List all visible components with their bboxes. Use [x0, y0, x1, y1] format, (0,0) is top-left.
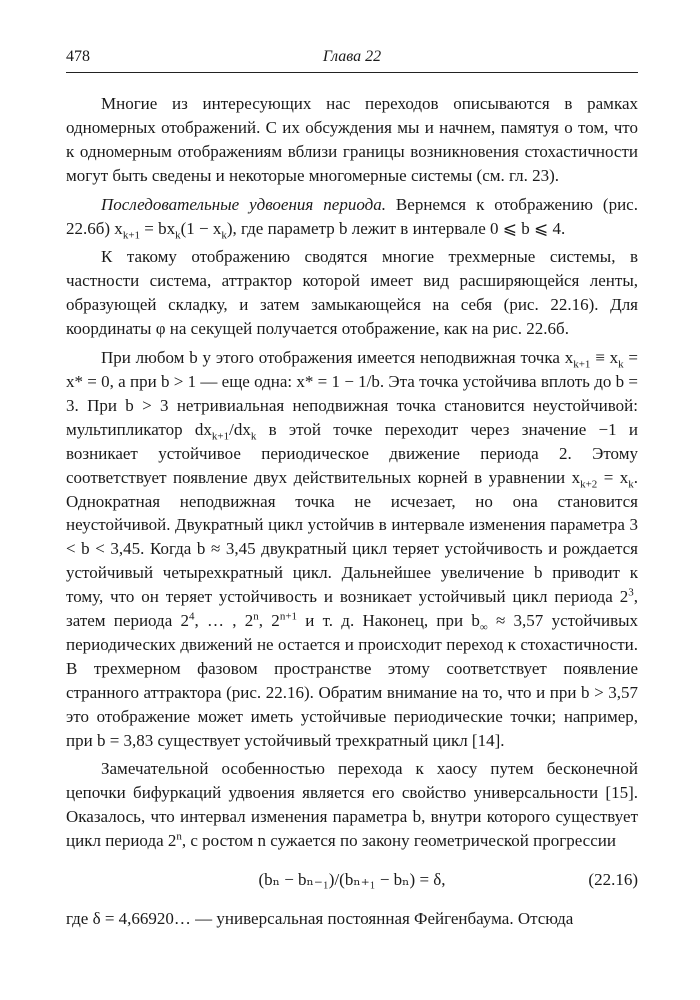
header-rule: [66, 72, 638, 73]
running-title: Глава 22: [322, 48, 382, 65]
page-number: 478: [66, 48, 90, 65]
equation-22-16: [66, 858, 638, 902]
paragraph-5: Замечательной особенностью перехода к хаосу путем бесконечной цепочки бифуркаций удвоения является его свойство универсальности [15]. Оказалось, что интервал изменения параметра b, внутри которого существует цикл периода 2$^n$, с ростом n сужается по закону геометрической прогрессии: [66, 759, 638, 851]
paragraph-3: К такому отображению сводятся многие трехмерные системы, в частности система, аттрактор которой имеет вид расширяющейся ленты, образующей складку, и затем замыкающейся на себя (рис. 22.16). Для координаты φ на секущей получается отображение, как на рис. 22.6б.: [66, 247, 638, 339]
page-header: [66, 48, 638, 70]
equation-body: (bₙ − bₙ₋₁)/(bₙ₊₁ − bₙ) = δ,: [258, 870, 446, 890]
section-lead: Последовательные удвоения периода.: [101, 194, 386, 214]
paragraph-2: Последовательные удвоения периода. Вернемся к отображению (рис. 22.6б) $x_{k+1} = bx_k(1 - x_k)$, где параметр b лежит в интервале 0 ⩽ b ⩽ 4.: [66, 194, 638, 241]
paragraph-4: При любом b у этого отображения имеется неподвижная точка $x_{k+1} \equiv x_k = x* = 0$, а при b > 1 — еще одна: x* = 1 − 1/b. Эта точка устойчива вплоть до b = 3. При b > 3 нетривиальная неподвижная точка становится неустойчивой: мультипликатор $dx_{k+1}/dx_k$ в этой точке переходит через значение −1 и возникает устойчивое периодическое движение периода 2. Этому соответствует появление двух действительных корней в уравнении $x_{k+2} = x_k$. Однократная неподвижная точка не исчезает, но она становится неустойчивой. Двукратный цикл устойчив в интервале изменения параметра 3 < b < 3,45. Когда b ≈ 3,45 двукратный цикл теряет устойчивость и рождается устойчивый четырехкратный цикл. Дальнейшее увеличение b приводит к тому, что он теряет устойчивость и возникает устойчивый цикл периода $2^3$, затем периода $2^4$, … , 2$^n$, $2^{n+1}$ и т. д. Наконец, при $b_\infty \approx 3,57$ устойчивых периодических движений не остается и происходит переход к стохастичности. В трехмерном фазовом пространстве этому соответствует появление странного аттрактора (рис. 22.16). Обратим внимание на то, что и при b > 3,57 это отображение может иметь устойчивые периодические точки; например, при b = 3,83 существует устойчивый трехкратный цикл [14].: [66, 348, 639, 750]
equation-number: (22.16): [588, 870, 638, 890]
paragraph-6: где δ = 4,66920… — универсальная постоянная Фейгенбаума. Отсюда: [66, 909, 574, 929]
body-text: [66, 92, 638, 936]
paragraph-1: Многие из интересующих нас переходов описываются в рамках одномерных отображений. С их обсуждения мы и начнем, памятуя о том, что к одномерным отображениям вблизи границы возникновения стохастичности могут быть сведены и некоторые многомерные системы (см. гл. 23).: [66, 94, 638, 185]
